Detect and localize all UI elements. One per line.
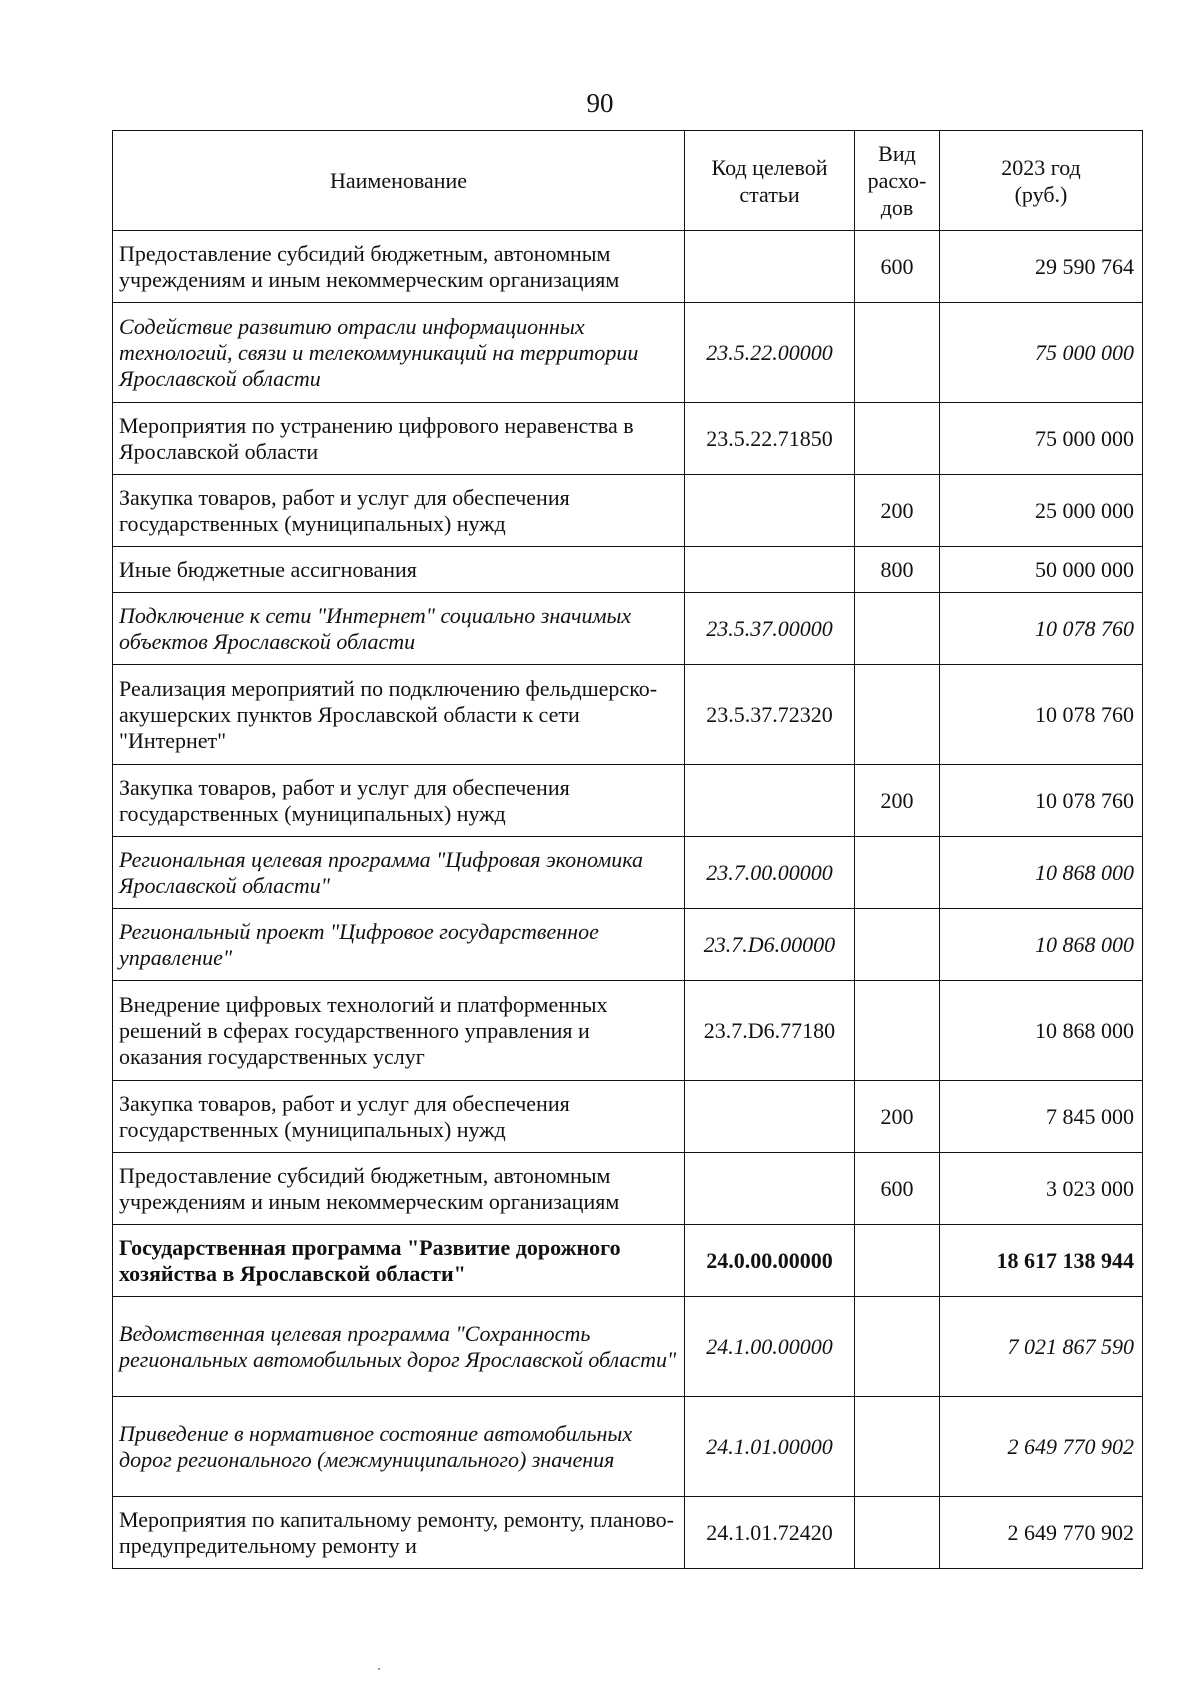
row-name: Предоставление субсидий бюджетным, автономным учреждениям и иным некоммерческим организациям (113, 231, 685, 303)
table-row (113, 981, 1143, 1081)
row-amount: 10 868 000 (940, 909, 1143, 981)
row-name: Приведение в нормативное состояние автомобильных дорог регионального (межмуниципального) значения (113, 1397, 685, 1497)
row-amount: 7 845 000 (940, 1081, 1143, 1153)
header-code: Код целевой статьи (685, 131, 855, 231)
table-row (113, 909, 1143, 981)
table-row (113, 303, 1143, 403)
row-name: Закупка товаров, работ и услуг для обеспечения государственных (муниципальных) нужд (113, 765, 685, 837)
row-name: Мероприятия по устранению цифрового неравенства в Ярославской области (113, 403, 685, 475)
table-row (113, 547, 1143, 593)
row-name: Реализация мероприятий по подключению фельдшерско-акушерских пунктов Ярославской области к сети "Интернет" (113, 665, 685, 765)
table-row (113, 1081, 1143, 1153)
header-name: Наименование (113, 131, 685, 231)
row-type (855, 981, 940, 1081)
row-type (855, 1225, 940, 1297)
row-name: Внедрение цифровых технологий и платформенных решений в сферах государственного управления и оказания государственных услуг (113, 981, 685, 1081)
row-name: Закупка товаров, работ и услуг для обеспечения государственных (муниципальных) нужд (113, 475, 685, 547)
row-type (855, 837, 940, 909)
table-row (113, 837, 1143, 909)
row-name: Подключение к сети "Интернет" социально значимых объектов Ярославской области (113, 593, 685, 665)
row-code: 23.7.00.00000 (685, 837, 855, 909)
row-code: 23.5.37.72320 (685, 665, 855, 765)
page-number: 90 (586, 88, 614, 118)
scan-speck (378, 1668, 380, 1670)
table-row (113, 1297, 1143, 1397)
header-type: Вид расхо-дов (855, 131, 940, 231)
row-code: 23.5.37.00000 (685, 593, 855, 665)
row-type (855, 909, 940, 981)
row-name: Иные бюджетные ассигнования (113, 547, 685, 593)
row-code: 24.0.00.00000 (685, 1225, 855, 1297)
row-code (685, 475, 855, 547)
row-code (685, 1153, 855, 1225)
row-amount: 3 023 000 (940, 1153, 1143, 1225)
row-type: 800 (855, 547, 940, 593)
row-type: 200 (855, 1081, 940, 1153)
row-code: 23.5.22.71850 (685, 403, 855, 475)
row-amount: 75 000 000 (940, 303, 1143, 403)
row-name: Мероприятия по капитальному ремонту, ремонту, планово-предупредительному ремонту и (113, 1497, 685, 1569)
row-amount: 50 000 000 (940, 547, 1143, 593)
row-name: Региональная целевая программа "Цифровая экономика Ярославской области" (113, 837, 685, 909)
row-amount: 10 868 000 (940, 837, 1143, 909)
row-type (855, 1497, 940, 1569)
row-code: 23.7.D6.77180 (685, 981, 855, 1081)
row-code: 23.5.22.00000 (685, 303, 855, 403)
row-type: 600 (855, 231, 940, 303)
row-name: Государственная программа "Развитие дорожного хозяйства в Ярославской области" (113, 1225, 685, 1297)
row-type (855, 593, 940, 665)
row-type (855, 665, 940, 765)
row-amount: 25 000 000 (940, 475, 1143, 547)
table-row (113, 1497, 1143, 1569)
row-amount: 7 021 867 590 (940, 1297, 1143, 1397)
row-code (685, 231, 855, 303)
row-type: 200 (855, 765, 940, 837)
row-amount: 10 078 760 (940, 593, 1143, 665)
header-amount: 2023 год (руб.) (940, 131, 1143, 231)
row-type: 600 (855, 1153, 940, 1225)
row-code: 24.1.00.00000 (685, 1297, 855, 1397)
row-code (685, 765, 855, 837)
table-row (113, 1225, 1143, 1297)
row-amount: 75 000 000 (940, 403, 1143, 475)
table-row (113, 231, 1143, 303)
table-header-row (113, 131, 1143, 231)
table-row (113, 403, 1143, 475)
table-row (113, 665, 1143, 765)
row-type (855, 403, 940, 475)
row-amount: 10 078 760 (940, 765, 1143, 837)
row-name: Закупка товаров, работ и услуг для обеспечения государственных (муниципальных) нужд (113, 1081, 685, 1153)
budget-table (112, 130, 1143, 1569)
table-row (113, 1153, 1143, 1225)
row-code (685, 547, 855, 593)
row-type: 200 (855, 475, 940, 547)
row-type (855, 303, 940, 403)
row-name: Содействие развитию отрасли информационных технологий, связи и телекоммуникаций на территории Ярославской области (113, 303, 685, 403)
table-row (113, 765, 1143, 837)
row-amount: 10 868 000 (940, 981, 1143, 1081)
row-code (685, 1081, 855, 1153)
row-amount: 29 590 764 (940, 231, 1143, 303)
row-code: 24.1.01.00000 (685, 1397, 855, 1497)
row-amount: 18 617 138 944 (940, 1225, 1143, 1297)
row-amount: 2 649 770 902 (940, 1497, 1143, 1569)
row-type (855, 1397, 940, 1497)
row-type (855, 1297, 940, 1397)
row-name: Предоставление субсидий бюджетным, автономным учреждениям и иным некоммерческим организациям (113, 1153, 685, 1225)
table-row (113, 475, 1143, 547)
table-row (113, 593, 1143, 665)
table-row (113, 1397, 1143, 1497)
row-name: Ведомственная целевая программа "Сохранность региональных автомобильных дорог Ярославской области" (113, 1297, 685, 1397)
row-name: Региональный проект "Цифровое государственное управление" (113, 909, 685, 981)
row-code: 23.7.D6.00000 (685, 909, 855, 981)
row-code: 24.1.01.72420 (685, 1497, 855, 1569)
row-amount: 10 078 760 (940, 665, 1143, 765)
row-amount: 2 649 770 902 (940, 1397, 1143, 1497)
